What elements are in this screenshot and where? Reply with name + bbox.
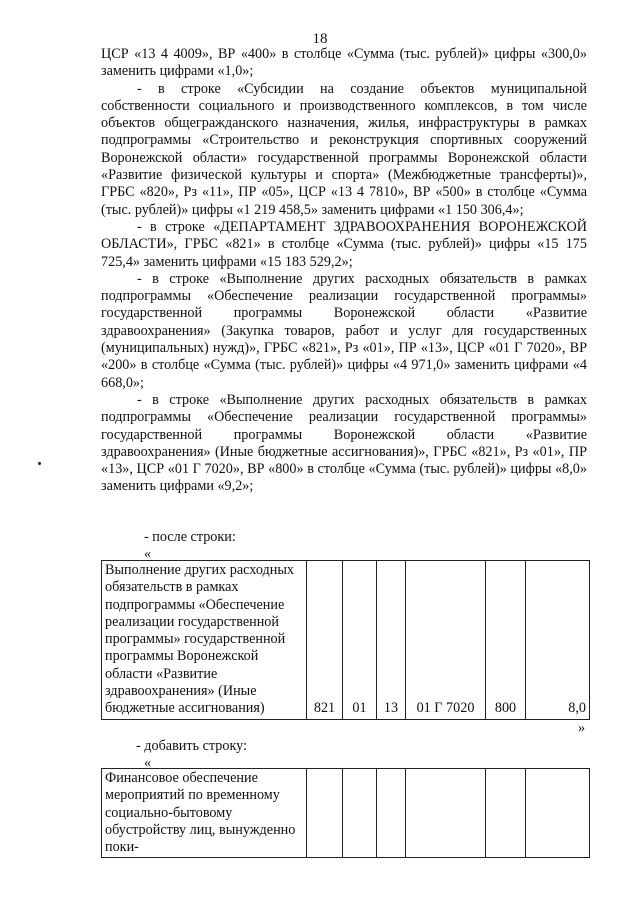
table-row: [102, 561, 590, 720]
paragraph: - в строке «ДЕПАРТАМЕНТ ЗДРАВООХРАНЕНИЯ ВОРОНЕЖСКОЙ ОБЛАСТИ», ГРБС «821» в столбце «Сумма (тыс. рублей)» цифры «15 175 725,4» заменить цифрами «15 183 529,2»;: [101, 218, 587, 270]
cell-name: Финансовое обеспечение мероприятий по временному социально-бытовому обустройству лиц, вынужденно поки-: [102, 769, 307, 858]
open-quote-1: «: [144, 546, 152, 562]
table-existing-row: [101, 560, 590, 720]
add-row-label: - добавить строку:: [136, 738, 248, 754]
cell-csr: 01 Г 7020: [406, 561, 486, 720]
paragraph: - в строке «Выполнение других расходных обязательств в рамках подпрограммы «Обеспечение реализации государственной программы» государственной программы Воронежской области «Развитие здравоохранения» (Закупка товаров, работ и услуг для государственных (муниципальных) нужд)», ГРБС «821», Рз «01», ПР «13», ЦСР «01 Г 7020», ВР «200» в столбце «Сумма (тыс. рублей)» цифры «4 971,0» заменить цифрами «4 668,0»;: [101, 270, 587, 391]
open-quote-2: «: [144, 755, 152, 771]
table-row: [102, 769, 590, 858]
body-text: [101, 46, 587, 496]
cell-rz: 01: [343, 561, 377, 720]
cell-grbs: [307, 769, 343, 858]
table-new-row: [101, 768, 590, 858]
cell-name: Выполнение других расходных обязательств в рамках подпрограммы «Обеспечение реализации государственной программы» государственной программы Воронежской области «Развитие здравоохранения» (Иные бюджетные ассигнования): [102, 561, 307, 720]
page-number: 18: [312, 31, 328, 47]
scan-dot: [38, 462, 41, 465]
paragraph: - в строке «Выполнение других расходных обязательств в рамках подпрограммы «Обеспечение реализации государственной программы» государственной программы Воронежской области «Развитие здравоохранения» (Иные бюджетные ассигнования)», ГРБС «821», Рз «01», ПР «13», ЦСР «01 Г 7020», ВР «800» в столбце «Сумма (тыс. рублей)» цифры «8,0» заменить цифрами «9,2»;: [101, 391, 587, 495]
cell-grbs: 821: [307, 561, 343, 720]
after-row-label: - после строки:: [144, 529, 236, 545]
paragraph: - в строке «Субсидии на создание объектов муниципальной собственности социального и производственного комплексов, в том числе объектов общегражданского назначения, жилья, инфраструктуры в рамках подпрограммы «Строительство и реконструкция спортивных сооружений Воронежской области» государственной программы Воронежской области «Развитие физической культуры и спорта» (Межбюджетные трансферты)», ГРБС «820», Рз «11», ПР «05», ЦСР «13 4 7810», ВР «500» в столбце «Сумма (тыс. рублей)» цифры «1 219 458,5» заменить цифрами «1 150 306,4»;: [101, 80, 587, 218]
cell-vr: 800: [486, 561, 526, 720]
cell-pr: 13: [377, 561, 406, 720]
cell-sum: [526, 769, 590, 858]
cell-rz: [343, 769, 377, 858]
cell-pr: [377, 769, 406, 858]
cell-csr: [406, 769, 486, 858]
close-quote-1: »: [578, 720, 586, 736]
cell-sum: 8,0: [526, 561, 590, 720]
cell-vr: [486, 769, 526, 858]
paragraph: ЦСР «13 4 4009», ВР «400» в столбце «Сумма (тыс. рублей)» цифры «300,0» заменить цифрами «1,0»;: [101, 46, 587, 80]
